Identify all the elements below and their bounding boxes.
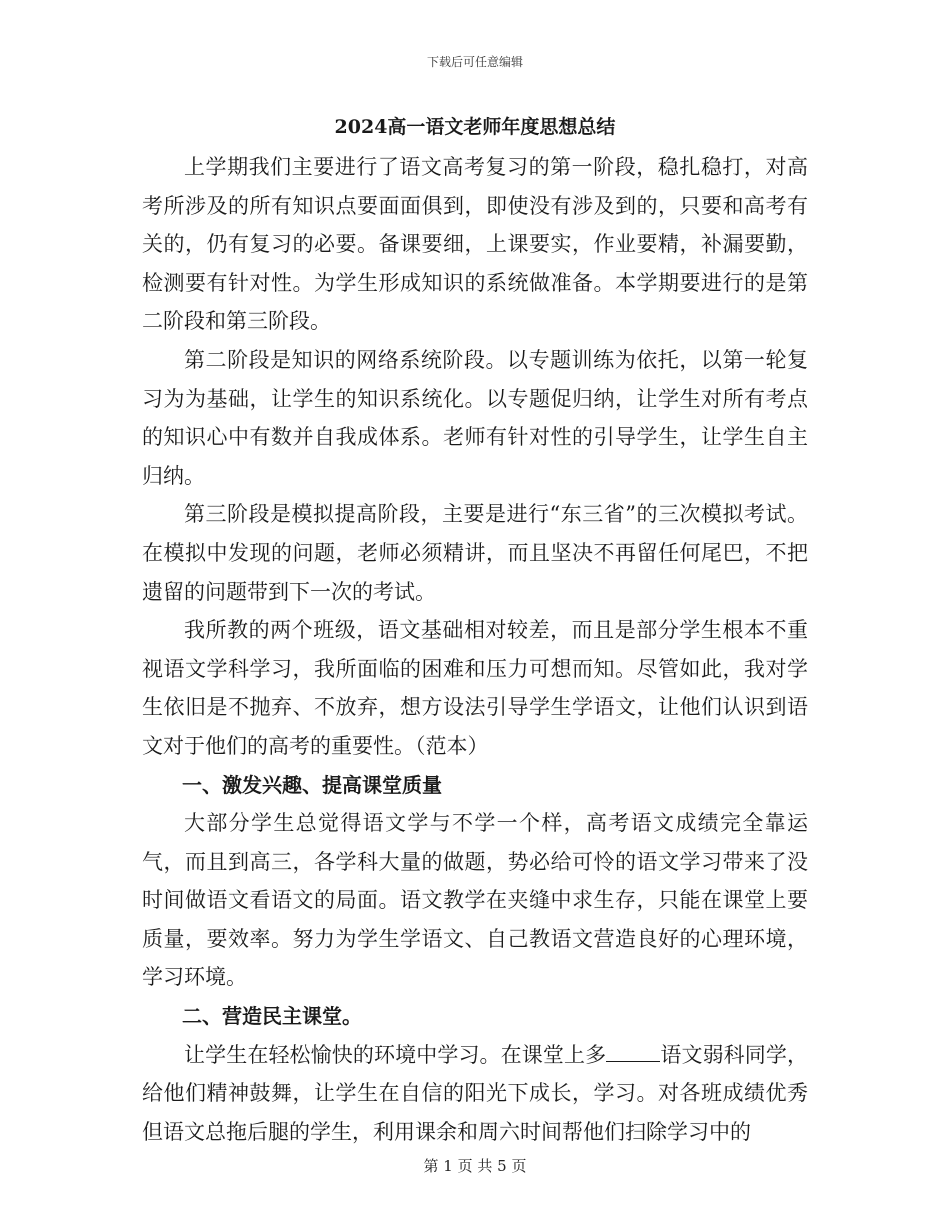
paragraph-2: 第二阶段是知识的网络系统阶段。以专题训练为依托，以第一轮复习为为基础，让学生的知识系统化。以专题促归纳，让学生对所有考点的知识心中有数并自我成体系。老师有针对性的引导学生，让学生自主归纳。 <box>142 347 808 488</box>
fill-in-blank <box>606 1040 660 1062</box>
document-title: 2024高一语文老师年度思想总结 <box>334 116 616 138</box>
paragraph-6-part-b: 语文弱科同学，给他们精神鼓舞，让学生在自信的阳光下成长，学习。对各班成绩优秀但语文总拖后腿的学生，利用课余和周六时间帮他们扫除学习中的 <box>142 1042 809 1144</box>
paragraph-4: 我所教的两个班级，语文基础相对较差，而且是部分学生根本不重视语文学科学习，我所面临的困难和压力可想而知。尽管如此，我对学生依旧是不抛弃、不放弃，想方设法引导学生学语文，让他们认识到语文对于他们的高考的重要性。（范本） <box>142 618 808 758</box>
document-body <box>142 112 808 1151</box>
paragraph-1: 上学期我们主要进行了语文高考复习的第一阶段，稳扎稳打，对高考所涉及的所有知识点要面面俱到，即使没有涉及到的，只要和高考有关的，仍有复习的必要。备课要细，上课要实，作业要精，补漏要勤，检测要有针对性。为学生形成知识的系统做准备。本学期要进行的是第二阶段和第三阶段。 <box>142 155 808 334</box>
paragraph-5: 大部分学生总觉得语文学与不学一个样，高考语文成绩完全靠运气，而且到高三，各学科大量的做题，势必给可怜的语文学习带来了没时间做语文看语文的局面。语文教学在夹缝中求生存，只能在课堂上要质量，要效率。努力为学生学语文、自己教语文营造良好的心理环境，学习环境。 <box>142 811 808 990</box>
paragraph-3: 第三阶段是模拟提高阶段，主要是进行“东三省”的三次模拟考试。在模拟中发现的问题，老师必须精讲，而且坚决不再留任何尾巴，不把遗留的问题带到下一次的考试。 <box>142 502 808 604</box>
paragraph-6 <box>142 1036 808 1152</box>
section-heading-1: 一、激发兴趣、提高课堂质量 <box>182 772 442 797</box>
header-note: 下载后可任意编辑 <box>426 55 523 69</box>
section-heading-2: 二、营造民主课堂。 <box>182 1004 362 1029</box>
paragraph-6-part-a: 让学生在轻松愉快的环境中学习。在课堂上多 <box>184 1042 607 1067</box>
page-footer: 第 1 页 共 5 页 <box>423 1157 527 1175</box>
